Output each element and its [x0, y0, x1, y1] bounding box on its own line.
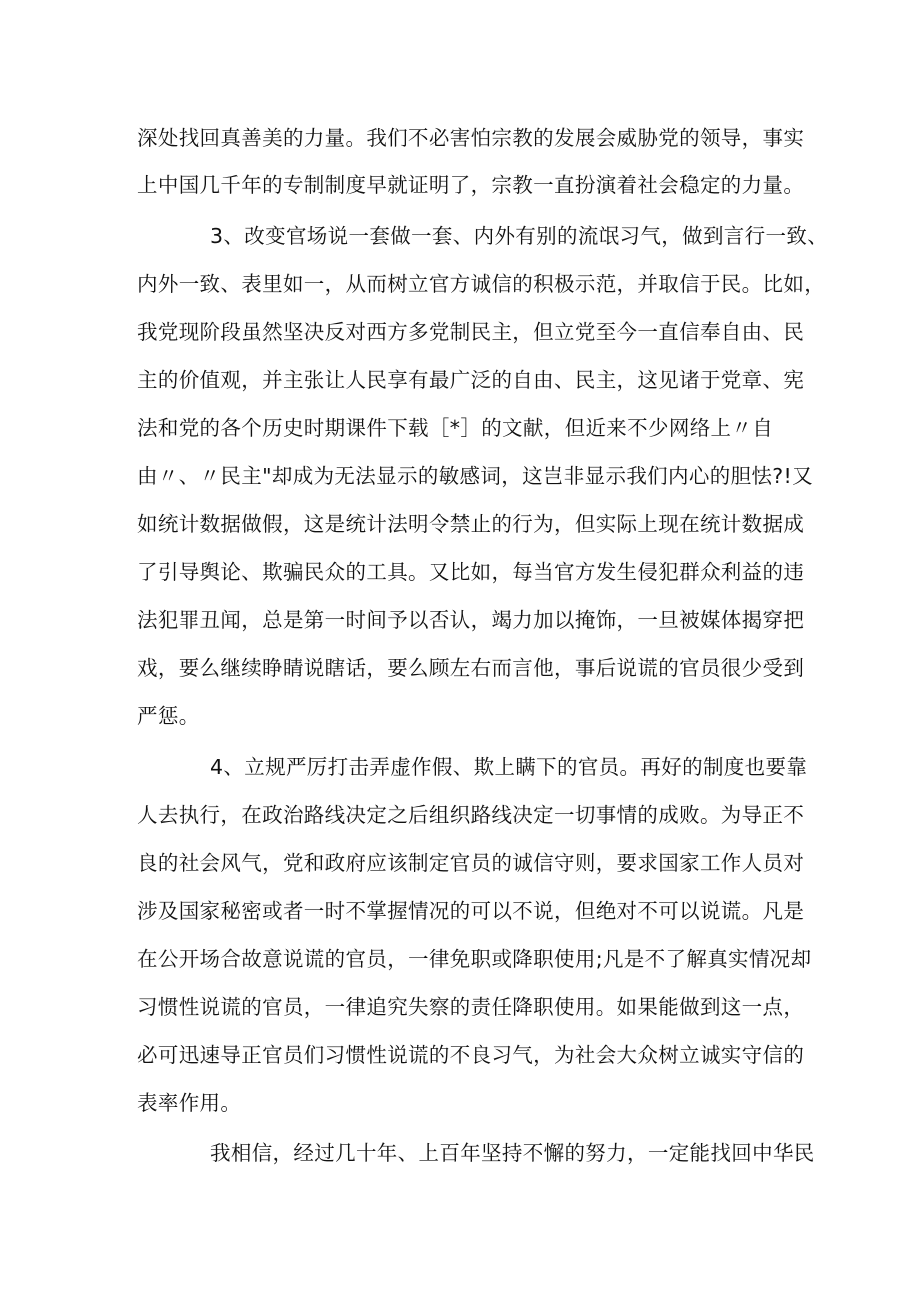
- text-line: 了引导舆论、欺骗民众的工具。又比如，每当官方发生侵犯群众利益的违: [137, 560, 805, 584]
- text-line: 我党现阶段虽然坚决反对西方多党制民主，但立党至今一直信奉自由、民: [137, 320, 805, 344]
- text-line: 严惩。: [137, 704, 200, 728]
- text-line: 由〃、〃民主"却成为无法显示的敏感词，这岂非显示我们内心的胆怯?!又: [137, 464, 813, 488]
- text-line: 人去执行，在政治路线决定之后组织路线决定一切事情的成败。为导正不: [137, 803, 805, 827]
- text-line: 表率作用。: [137, 1091, 242, 1115]
- text-line: 深处找回真善美的力量。我们不必害怕宗教的发展会威胁党的领导，事实: [137, 126, 805, 150]
- text-line: 必可迅速导正官员们习惯性说谎的不良习气，为社会大众树立诚实守信的: [137, 1043, 805, 1067]
- text-line: 良的社会风气，党和政府应该制定官员的诚信守则，要求国家工作人员对: [137, 851, 805, 875]
- text-line: 在公开场合故意说谎的官员，一律免职或降职使用;凡是不了解真实情况却: [137, 947, 812, 971]
- text-line: 法犯罪丑闻，总是第一时间予以否认，竭力加以掩饰，一旦被媒体揭穿把: [137, 608, 805, 632]
- paragraph-3-start: 3、改变官场说一套做一套、内外有别的流氓习气，做到言行一致、: [210, 224, 829, 248]
- text-line: 习惯性说谎的官员，一律追究失察的责任降职使用。如果能做到这一点，: [137, 995, 805, 1019]
- text-line: 戏，要么继续睁睛说瞎话，要么顾左右而言他，事后说谎的官员很少受到: [137, 656, 805, 680]
- text-line: 如统计数据做假，这是统计法明令禁止的行为，但实际上现在统计数据成: [137, 512, 805, 536]
- text-line: 主的价值观，并主张让人民享有最广泛的自由、民主，这见诸于党章、宪: [137, 368, 805, 392]
- text-line: 内外一致、表里如一，从而树立官方诚信的积极示范，并取信于民。比如，: [137, 272, 826, 296]
- paragraph-final-start: 我相信，经过几十年、上百年坚持不懈的努力，一定能找回中华民: [210, 1141, 815, 1165]
- paragraph-4-start: 4、立规严厉打击弄虚作假、欺上瞒下的官员。再好的制度也要靠: [210, 755, 808, 779]
- text-line: 上中国几千年的专制制度早就证明了，宗教一直扮演着社会稳定的力量。: [137, 173, 805, 197]
- text-line: 涉及国家秘密或者一时不掌握情况的可以不说，但绝对不可以说谎。凡是: [137, 899, 805, 923]
- text-line: 法和党的各个历史时期课件下载［*］的文献，但近来不少网络上〃自: [137, 416, 774, 440]
